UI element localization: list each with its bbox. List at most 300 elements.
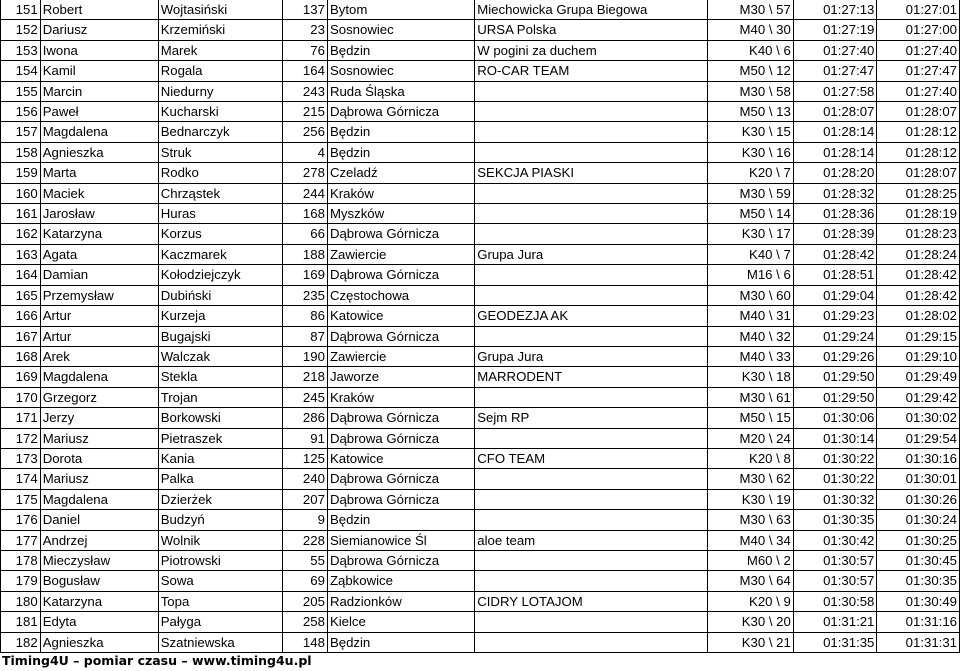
cell-first-name: Katarzyna: [40, 224, 158, 244]
table-row: [1, 204, 960, 224]
cell-city: Dąbrowa Górnicza: [327, 408, 474, 428]
cell-place: 163: [1, 244, 41, 264]
cell-city: Dąbrowa Górnicza: [327, 326, 474, 346]
cell-gross-time: 01:30:57: [793, 571, 877, 591]
cell-bib-number: 9: [283, 510, 328, 530]
cell-city: Dąbrowa Górnicza: [327, 489, 474, 509]
cell-city: Jaworze: [327, 367, 474, 387]
cell-category: K30 \ 15: [708, 122, 794, 142]
cell-place: 160: [1, 183, 41, 203]
cell-gross-time: 01:27:58: [793, 81, 877, 101]
cell-place: 169: [1, 367, 41, 387]
cell-category: K30 \ 20: [708, 612, 794, 632]
cell-last-name: Bednarczyk: [158, 122, 282, 142]
table-row: [1, 183, 960, 203]
cell-place: 170: [1, 387, 41, 407]
cell-last-name: Huras: [158, 204, 282, 224]
cell-city: Dąbrowa Górnicza: [327, 265, 474, 285]
cell-club: [475, 265, 708, 285]
cell-net-time: 01:31:31: [877, 632, 960, 652]
cell-place: 165: [1, 285, 41, 305]
cell-bib-number: 168: [283, 204, 328, 224]
cell-place: 180: [1, 591, 41, 611]
cell-net-time: 01:30:49: [877, 591, 960, 611]
cell-bib-number: 205: [283, 591, 328, 611]
cell-last-name: Szatniewska: [158, 632, 282, 652]
cell-city: Kraków: [327, 387, 474, 407]
cell-first-name: Jarosław: [40, 204, 158, 224]
cell-category: K30 \ 19: [708, 489, 794, 509]
cell-bib-number: 76: [283, 40, 328, 60]
cell-bib-number: 23: [283, 20, 328, 40]
cell-club: SEKCJA PIASKI: [475, 163, 708, 183]
cell-bib-number: 66: [283, 224, 328, 244]
cell-place: 152: [1, 20, 41, 40]
table-row: [1, 632, 960, 652]
cell-gross-time: 01:28:36: [793, 204, 877, 224]
cell-net-time: 01:28:12: [877, 142, 960, 162]
cell-first-name: Artur: [40, 306, 158, 326]
cell-bib-number: 243: [283, 81, 328, 101]
table-row: [1, 469, 960, 489]
cell-place: 151: [1, 0, 41, 20]
cell-category: K40 \ 7: [708, 244, 794, 264]
cell-bib-number: 278: [283, 163, 328, 183]
cell-club: URSA Polska: [475, 20, 708, 40]
cell-club: CIDRY LOTAJOM: [475, 591, 708, 611]
table-row: [1, 142, 960, 162]
cell-last-name: Niedurny: [158, 81, 282, 101]
cell-bib-number: 245: [283, 387, 328, 407]
cell-city: Sosnowiec: [327, 20, 474, 40]
cell-club: [475, 387, 708, 407]
table-row: [1, 224, 960, 244]
cell-gross-time: 01:29:04: [793, 285, 877, 305]
cell-gross-time: 01:31:35: [793, 632, 877, 652]
cell-net-time: 01:30:24: [877, 510, 960, 530]
cell-net-time: 01:28:24: [877, 244, 960, 264]
cell-category: K30 \ 21: [708, 632, 794, 652]
cell-first-name: Agata: [40, 244, 158, 264]
cell-club: [475, 550, 708, 570]
cell-category: K40 \ 6: [708, 40, 794, 60]
cell-first-name: Bogusław: [40, 571, 158, 591]
cell-gross-time: 01:31:21: [793, 612, 877, 632]
cell-bib-number: 69: [283, 571, 328, 591]
cell-bib-number: 207: [283, 489, 328, 509]
cell-gross-time: 01:27:47: [793, 61, 877, 81]
table-row: [1, 448, 960, 468]
cell-gross-time: 01:30:14: [793, 428, 877, 448]
cell-net-time: 01:30:16: [877, 448, 960, 468]
cell-city: Dąbrowa Górnicza: [327, 102, 474, 122]
cell-net-time: 01:29:54: [877, 428, 960, 448]
cell-net-time: 01:28:42: [877, 285, 960, 305]
cell-last-name: Kucharski: [158, 102, 282, 122]
cell-city: Zawiercie: [327, 244, 474, 264]
table-row: [1, 306, 960, 326]
cell-place: 177: [1, 530, 41, 550]
cell-last-name: Kurzeja: [158, 306, 282, 326]
cell-place: 159: [1, 163, 41, 183]
cell-club: RO-CAR TEAM: [475, 61, 708, 81]
cell-net-time: 01:30:25: [877, 530, 960, 550]
cell-city: Myszków: [327, 204, 474, 224]
cell-club: [475, 632, 708, 652]
cell-bib-number: 286: [283, 408, 328, 428]
cell-city: Radzionków: [327, 591, 474, 611]
cell-net-time: 01:28:42: [877, 265, 960, 285]
cell-bib-number: 215: [283, 102, 328, 122]
cell-first-name: Magdalena: [40, 122, 158, 142]
table-row: [1, 285, 960, 305]
cell-last-name: Marek: [158, 40, 282, 60]
cell-place: 176: [1, 510, 41, 530]
cell-bib-number: 87: [283, 326, 328, 346]
cell-last-name: Dzierżek: [158, 489, 282, 509]
cell-net-time: 01:28:25: [877, 183, 960, 203]
cell-place: 157: [1, 122, 41, 142]
cell-gross-time: 01:29:26: [793, 346, 877, 366]
cell-first-name: Robert: [40, 0, 158, 20]
table-row: [1, 591, 960, 611]
cell-club: Sejm RP: [475, 408, 708, 428]
cell-category: M50 \ 12: [708, 61, 794, 81]
cell-club: MARRODENT: [475, 367, 708, 387]
cell-net-time: 01:31:16: [877, 612, 960, 632]
page-footer: Timing4U – pomiar czasu – www.timing4u.pl: [2, 653, 312, 668]
cell-category: K20 \ 7: [708, 163, 794, 183]
table-row: [1, 0, 960, 20]
cell-category: M16 \ 6: [708, 265, 794, 285]
cell-category: K30 \ 16: [708, 142, 794, 162]
cell-net-time: 01:27:40: [877, 40, 960, 60]
cell-club: [475, 469, 708, 489]
cell-first-name: Artur: [40, 326, 158, 346]
cell-place: 173: [1, 448, 41, 468]
cell-bib-number: 86: [283, 306, 328, 326]
table-row: [1, 408, 960, 428]
cell-city: Kielce: [327, 612, 474, 632]
cell-first-name: Marta: [40, 163, 158, 183]
cell-city: Częstochowa: [327, 285, 474, 305]
cell-net-time: 01:28:02: [877, 306, 960, 326]
cell-last-name: Dubiński: [158, 285, 282, 305]
cell-place: 179: [1, 571, 41, 591]
cell-city: Dąbrowa Górnicza: [327, 469, 474, 489]
cell-club: [475, 102, 708, 122]
cell-place: 166: [1, 306, 41, 326]
cell-bib-number: 148: [283, 632, 328, 652]
cell-last-name: Rogala: [158, 61, 282, 81]
cell-first-name: Przemysław: [40, 285, 158, 305]
cell-last-name: Trojan: [158, 387, 282, 407]
cell-last-name: Budzyń: [158, 510, 282, 530]
cell-last-name: Borkowski: [158, 408, 282, 428]
cell-club: CFO TEAM: [475, 448, 708, 468]
cell-place: 154: [1, 61, 41, 81]
cell-last-name: Pietraszek: [158, 428, 282, 448]
cell-gross-time: 01:27:40: [793, 40, 877, 60]
cell-category: M30 \ 59: [708, 183, 794, 203]
cell-bib-number: 240: [283, 469, 328, 489]
cell-gross-time: 01:29:23: [793, 306, 877, 326]
cell-bib-number: 164: [283, 61, 328, 81]
cell-place: 162: [1, 224, 41, 244]
cell-city: Dąbrowa Górnicza: [327, 428, 474, 448]
cell-gross-time: 01:27:13: [793, 0, 877, 20]
cell-bib-number: 258: [283, 612, 328, 632]
cell-gross-time: 01:30:32: [793, 489, 877, 509]
cell-last-name: Walczak: [158, 346, 282, 366]
cell-net-time: 01:27:00: [877, 20, 960, 40]
table-row: [1, 122, 960, 142]
cell-first-name: Mariusz: [40, 428, 158, 448]
cell-last-name: Wojtasiński: [158, 0, 282, 20]
cell-category: M50 \ 15: [708, 408, 794, 428]
cell-category: M30 \ 61: [708, 387, 794, 407]
cell-category: M30 \ 60: [708, 285, 794, 305]
cell-first-name: Dorota: [40, 448, 158, 468]
cell-category: M40 \ 33: [708, 346, 794, 366]
cell-first-name: Maciek: [40, 183, 158, 203]
cell-club: aloe team: [475, 530, 708, 550]
cell-bib-number: 55: [283, 550, 328, 570]
cell-bib-number: 228: [283, 530, 328, 550]
table-row: [1, 163, 960, 183]
cell-gross-time: 01:30:42: [793, 530, 877, 550]
cell-net-time: 01:28:19: [877, 204, 960, 224]
results-table-body: [1, 0, 960, 653]
cell-net-time: 01:30:45: [877, 550, 960, 570]
cell-last-name: Sowa: [158, 571, 282, 591]
cell-bib-number: 244: [283, 183, 328, 203]
cell-net-time: 01:30:26: [877, 489, 960, 509]
cell-bib-number: 190: [283, 346, 328, 366]
cell-club: Grupa Jura: [475, 244, 708, 264]
table-row: [1, 612, 960, 632]
table-row: [1, 61, 960, 81]
cell-bib-number: 188: [283, 244, 328, 264]
cell-first-name: Mieczysław: [40, 550, 158, 570]
cell-city: Dąbrowa Górnicza: [327, 550, 474, 570]
cell-place: 156: [1, 102, 41, 122]
cell-category: M50 \ 13: [708, 102, 794, 122]
cell-category: M30 \ 64: [708, 571, 794, 591]
cell-first-name: Damian: [40, 265, 158, 285]
cell-city: Będzin: [327, 510, 474, 530]
cell-city: Ruda Śląska: [327, 81, 474, 101]
cell-place: 182: [1, 632, 41, 652]
cell-gross-time: 01:30:58: [793, 591, 877, 611]
cell-city: Katowice: [327, 448, 474, 468]
table-row: [1, 20, 960, 40]
table-row: [1, 530, 960, 550]
cell-gross-time: 01:27:19: [793, 20, 877, 40]
cell-city: Katowice: [327, 306, 474, 326]
table-row: [1, 571, 960, 591]
cell-first-name: Paweł: [40, 102, 158, 122]
cell-gross-time: 01:29:50: [793, 387, 877, 407]
cell-gross-time: 01:30:22: [793, 448, 877, 468]
cell-last-name: Topa: [158, 591, 282, 611]
cell-first-name: Kamil: [40, 61, 158, 81]
cell-first-name: Agnieszka: [40, 142, 158, 162]
cell-bib-number: 91: [283, 428, 328, 448]
cell-category: M60 \ 2: [708, 550, 794, 570]
cell-net-time: 01:30:35: [877, 571, 960, 591]
cell-category: M30 \ 62: [708, 469, 794, 489]
cell-net-time: 01:28:23: [877, 224, 960, 244]
table-row: [1, 367, 960, 387]
cell-last-name: Krzemiński: [158, 20, 282, 40]
cell-last-name: Kołodziejczyk: [158, 265, 282, 285]
cell-city: Siemianowice Śl: [327, 530, 474, 550]
cell-bib-number: 256: [283, 122, 328, 142]
cell-gross-time: 01:30:22: [793, 469, 877, 489]
cell-first-name: Jerzy: [40, 408, 158, 428]
cell-net-time: 01:29:10: [877, 346, 960, 366]
cell-first-name: Katarzyna: [40, 591, 158, 611]
cell-place: 153: [1, 40, 41, 60]
cell-place: 171: [1, 408, 41, 428]
cell-category: K20 \ 8: [708, 448, 794, 468]
cell-first-name: Iwona: [40, 40, 158, 60]
cell-club: GEODEZJA AK: [475, 306, 708, 326]
cell-first-name: Magdalena: [40, 489, 158, 509]
cell-first-name: Magdalena: [40, 367, 158, 387]
cell-category: M40 \ 34: [708, 530, 794, 550]
cell-category: M40 \ 32: [708, 326, 794, 346]
cell-club: [475, 489, 708, 509]
cell-net-time: 01:29:42: [877, 387, 960, 407]
cell-place: 178: [1, 550, 41, 570]
cell-net-time: 01:30:01: [877, 469, 960, 489]
cell-gross-time: 01:28:14: [793, 122, 877, 142]
cell-club: [475, 224, 708, 244]
cell-gross-time: 01:30:57: [793, 550, 877, 570]
cell-category: M50 \ 14: [708, 204, 794, 224]
cell-place: 181: [1, 612, 41, 632]
cell-last-name: Struk: [158, 142, 282, 162]
table-row: [1, 550, 960, 570]
cell-gross-time: 01:29:24: [793, 326, 877, 346]
cell-last-name: Wolnik: [158, 530, 282, 550]
cell-gross-time: 01:28:07: [793, 102, 877, 122]
cell-first-name: Grzegorz: [40, 387, 158, 407]
cell-bib-number: 235: [283, 285, 328, 305]
cell-net-time: 01:27:01: [877, 0, 960, 20]
cell-first-name: Andrzej: [40, 530, 158, 550]
cell-gross-time: 01:29:50: [793, 367, 877, 387]
cell-last-name: Stekla: [158, 367, 282, 387]
cell-category: M20 \ 24: [708, 428, 794, 448]
cell-last-name: Kaczmarek: [158, 244, 282, 264]
cell-city: Dąbrowa Górnicza: [327, 224, 474, 244]
table-row: [1, 387, 960, 407]
cell-first-name: Mariusz: [40, 469, 158, 489]
cell-city: Będzin: [327, 142, 474, 162]
cell-city: Kraków: [327, 183, 474, 203]
cell-gross-time: 01:28:32: [793, 183, 877, 203]
cell-category: K20 \ 9: [708, 591, 794, 611]
table-row: [1, 102, 960, 122]
cell-category: M40 \ 31: [708, 306, 794, 326]
cell-gross-time: 01:28:39: [793, 224, 877, 244]
cell-last-name: Korzus: [158, 224, 282, 244]
cell-city: Zawiercie: [327, 346, 474, 366]
cell-city: Czeladź: [327, 163, 474, 183]
cell-place: 161: [1, 204, 41, 224]
cell-place: 168: [1, 346, 41, 366]
cell-place: 167: [1, 326, 41, 346]
cell-club: Grupa Jura: [475, 346, 708, 366]
cell-gross-time: 01:28:42: [793, 244, 877, 264]
cell-first-name: Agnieszka: [40, 632, 158, 652]
cell-club: [475, 81, 708, 101]
cell-club: [475, 428, 708, 448]
cell-club: W pogini za duchem: [475, 40, 708, 60]
cell-first-name: Edyta: [40, 612, 158, 632]
cell-place: 158: [1, 142, 41, 162]
cell-club: [475, 204, 708, 224]
cell-club: [475, 326, 708, 346]
table-row: [1, 428, 960, 448]
cell-city: Ząbkowice: [327, 571, 474, 591]
cell-place: 155: [1, 81, 41, 101]
cell-net-time: 01:30:02: [877, 408, 960, 428]
cell-place: 164: [1, 265, 41, 285]
cell-net-time: 01:27:47: [877, 61, 960, 81]
cell-city: Sosnowiec: [327, 61, 474, 81]
table-row: [1, 489, 960, 509]
cell-last-name: Palka: [158, 469, 282, 489]
table-row: [1, 81, 960, 101]
table-row: [1, 265, 960, 285]
cell-city: Będzin: [327, 122, 474, 142]
cell-club: [475, 183, 708, 203]
table-row: [1, 326, 960, 346]
cell-club: [475, 122, 708, 142]
cell-club: [475, 571, 708, 591]
cell-last-name: Piotrowski: [158, 550, 282, 570]
cell-city: Bytom: [327, 0, 474, 20]
cell-last-name: Chrząstek: [158, 183, 282, 203]
cell-first-name: Marcin: [40, 81, 158, 101]
cell-net-time: 01:28:12: [877, 122, 960, 142]
cell-last-name: Pałyga: [158, 612, 282, 632]
cell-category: K30 \ 17: [708, 224, 794, 244]
cell-city: Będzin: [327, 632, 474, 652]
cell-category: K30 \ 18: [708, 367, 794, 387]
cell-city: Będzin: [327, 40, 474, 60]
table-row: [1, 40, 960, 60]
cell-gross-time: 01:28:20: [793, 163, 877, 183]
cell-category: M30 \ 57: [708, 0, 794, 20]
table-row: [1, 510, 960, 530]
cell-gross-time: 01:28:14: [793, 142, 877, 162]
cell-bib-number: 169: [283, 265, 328, 285]
cell-category: M30 \ 63: [708, 510, 794, 530]
cell-club: [475, 285, 708, 305]
cell-net-time: 01:29:49: [877, 367, 960, 387]
cell-bib-number: 125: [283, 448, 328, 468]
cell-gross-time: 01:28:51: [793, 265, 877, 285]
cell-club: [475, 612, 708, 632]
cell-club: Miechowicka Grupa Biegowa: [475, 0, 708, 20]
cell-net-time: 01:28:07: [877, 163, 960, 183]
cell-category: M40 \ 30: [708, 20, 794, 40]
